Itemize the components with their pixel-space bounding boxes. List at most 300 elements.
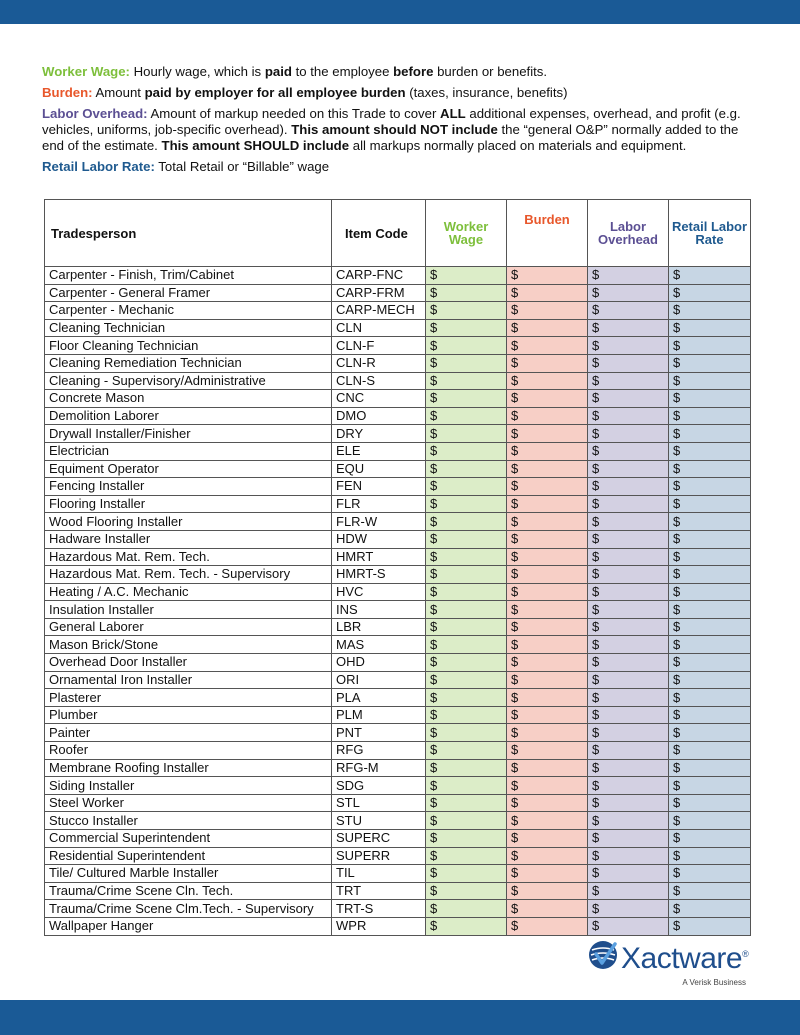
header-retail-line-1: Retail Labor: [671, 219, 748, 234]
table-row: [45, 759, 751, 777]
retail-labor-rate-input-cell[interactable]: $: [669, 513, 751, 531]
tradesperson-cell: Heating / A.C. Mechanic: [45, 583, 332, 601]
item-code-cell: TRT-S: [332, 900, 426, 918]
table-row: [45, 425, 751, 443]
item-code-cell: DRY: [332, 425, 426, 443]
header-item-code: Item Code: [332, 200, 426, 267]
burden-label: Burden:: [42, 85, 93, 100]
burden-input-cell[interactable]: $: [507, 654, 588, 672]
item-code-cell: EQU: [332, 460, 426, 478]
tradesperson-cell: Trauma/Crime Scene Clm.Tech. - Supervisory: [45, 900, 332, 918]
burden-input-cell[interactable]: $: [507, 706, 588, 724]
labor-overhead-input-cell[interactable]: $: [588, 319, 669, 337]
tradesperson-cell: Commercial Superintendent: [45, 830, 332, 848]
worker-wage-input-cell[interactable]: $: [426, 372, 507, 390]
item-code-cell: MAS: [332, 636, 426, 654]
table-row: [45, 618, 751, 636]
retail-labor-rate-input-cell[interactable]: $: [669, 847, 751, 865]
header-retail-line-2: Rate: [695, 232, 724, 247]
retail-labor-rate-input-cell[interactable]: $: [669, 548, 751, 566]
table-row: [45, 724, 751, 742]
header-labor-overhead-line-1: Labor: [609, 219, 647, 234]
labor-overhead-bold-2: This amount should NOT include: [291, 122, 498, 137]
labor-overhead-text-1: Amount of markup needed on this Trade to cover: [150, 106, 437, 121]
table-row: [45, 583, 751, 601]
header-burden: Burden: [507, 200, 588, 267]
item-code-cell: HVC: [332, 583, 426, 601]
header-worker-wage-line-1: Worker: [443, 219, 489, 234]
table-row: [45, 812, 751, 830]
tradesperson-cell: Wallpaper Hanger: [45, 917, 332, 935]
table-row: [45, 865, 751, 883]
item-code-cell: ELE: [332, 442, 426, 460]
labor-overhead-input-cell[interactable]: $: [588, 794, 669, 812]
item-code-cell: TRT: [332, 882, 426, 900]
item-code-cell: DMO: [332, 407, 426, 425]
retail-labor-rate-input-cell[interactable]: $: [669, 777, 751, 795]
item-code-cell: CARP-FRM: [332, 284, 426, 302]
tradesperson-cell: Plasterer: [45, 689, 332, 707]
worker-wage-input-cell[interactable]: $: [426, 671, 507, 689]
tradesperson-cell: Plumber: [45, 706, 332, 724]
table-row: [45, 566, 751, 584]
burden-input-cell[interactable]: $: [507, 372, 588, 390]
tradesperson-cell: Mason Brick/Stone: [45, 636, 332, 654]
retail-labor-rate-input-cell[interactable]: $: [669, 319, 751, 337]
labor-overhead-input-cell[interactable]: $: [588, 882, 669, 900]
worker-wage-input-cell[interactable]: $: [426, 530, 507, 548]
tradesperson-cell: Electrician: [45, 442, 332, 460]
retail-labor-rate-input-cell[interactable]: $: [669, 390, 751, 408]
burden-input-cell[interactable]: $: [507, 390, 588, 408]
tradesperson-cell: Fencing Installer: [45, 478, 332, 496]
item-code-cell: TIL: [332, 865, 426, 883]
worker-wage-input-cell[interactable]: $: [426, 284, 507, 302]
table-body: [45, 267, 751, 936]
item-code-cell: CLN-R: [332, 354, 426, 372]
labor-overhead-input-cell[interactable]: $: [588, 390, 669, 408]
tradesperson-cell: Flooring Installer: [45, 495, 332, 513]
burden-input-cell[interactable]: $: [507, 267, 588, 285]
table-header-row: [45, 200, 751, 267]
item-code-cell: WPR: [332, 917, 426, 935]
worker-wage-text-2: to the employee: [295, 64, 390, 79]
definition-retail-labor-rate: [42, 159, 762, 175]
labor-overhead-input-cell[interactable]: $: [588, 566, 669, 584]
labor-overhead-input-cell[interactable]: $: [588, 513, 669, 531]
item-code-cell: SUPERC: [332, 830, 426, 848]
retail-labor-rate-input-cell[interactable]: $: [669, 566, 751, 584]
burden-input-cell[interactable]: $: [507, 354, 588, 372]
labor-overhead-input-cell[interactable]: $: [588, 777, 669, 795]
table-row: [45, 337, 751, 355]
worker-wage-input-cell[interactable]: $: [426, 689, 507, 707]
worker-wage-input-cell[interactable]: $: [426, 566, 507, 584]
retail-labor-rate-input-cell[interactable]: $: [669, 830, 751, 848]
item-code-cell: FLR: [332, 495, 426, 513]
retail-labor-rate-input-cell[interactable]: $: [669, 460, 751, 478]
retail-labor-rate-input-cell[interactable]: $: [669, 478, 751, 496]
tradesperson-cell: Floor Cleaning Technician: [45, 337, 332, 355]
retail-labor-rate-input-cell[interactable]: $: [669, 689, 751, 707]
item-code-cell: CNC: [332, 390, 426, 408]
burden-input-cell[interactable]: $: [507, 302, 588, 320]
tradesperson-cell: Cleaning Remediation Technician: [45, 354, 332, 372]
retail-labor-rate-input-cell[interactable]: $: [669, 759, 751, 777]
burden-input-cell[interactable]: $: [507, 847, 588, 865]
worker-wage-input-cell[interactable]: $: [426, 618, 507, 636]
item-code-cell: PNT: [332, 724, 426, 742]
definitions: [42, 64, 762, 180]
table-row: [45, 372, 751, 390]
retail-labor-rate-input-cell[interactable]: $: [669, 354, 751, 372]
table-row: [45, 917, 751, 935]
item-code-cell: PLM: [332, 706, 426, 724]
item-code-cell: ORI: [332, 671, 426, 689]
burden-input-cell[interactable]: $: [507, 460, 588, 478]
item-code-cell: HMRT-S: [332, 566, 426, 584]
burden-input-cell[interactable]: $: [507, 882, 588, 900]
labor-overhead-input-cell[interactable]: $: [588, 636, 669, 654]
labor-overhead-input-cell[interactable]: $: [588, 495, 669, 513]
burden-input-cell[interactable]: $: [507, 759, 588, 777]
worker-wage-input-cell[interactable]: $: [426, 302, 507, 320]
table-row: [45, 777, 751, 795]
burden-input-cell[interactable]: $: [507, 777, 588, 795]
labor-overhead-input-cell[interactable]: $: [588, 830, 669, 848]
labor-overhead-input-cell[interactable]: $: [588, 460, 669, 478]
worker-wage-input-cell[interactable]: $: [426, 830, 507, 848]
burden-input-cell[interactable]: $: [507, 812, 588, 830]
burden-input-cell[interactable]: $: [507, 442, 588, 460]
worker-wage-input-cell[interactable]: $: [426, 583, 507, 601]
table-row: [45, 354, 751, 372]
retail-labor-rate-input-cell[interactable]: $: [669, 425, 751, 443]
retail-labor-rate-input-cell[interactable]: $: [669, 284, 751, 302]
labor-overhead-text-4: all markups normally placed on materials and equipment.: [352, 138, 687, 153]
item-code-cell: OHD: [332, 654, 426, 672]
worker-wage-input-cell[interactable]: $: [426, 865, 507, 883]
tradesperson-cell: Carpenter - Mechanic: [45, 302, 332, 320]
table-row: [45, 267, 751, 285]
burden-text-1: Amount: [95, 85, 141, 100]
table-row: [45, 513, 751, 531]
tradesperson-cell: Overhead Door Installer: [45, 654, 332, 672]
worker-wage-input-cell[interactable]: $: [426, 706, 507, 724]
worker-wage-label: Worker Wage:: [42, 64, 130, 79]
labor-overhead-input-cell[interactable]: $: [588, 530, 669, 548]
burden-bold-1: paid by employer for all employee burden: [144, 85, 406, 100]
table-row: [45, 407, 751, 425]
verisk-tagline: A Verisk Business: [682, 978, 746, 987]
burden-input-cell[interactable]: $: [507, 865, 588, 883]
worker-wage-input-cell[interactable]: $: [426, 882, 507, 900]
tradesperson-cell: Carpenter - General Framer: [45, 284, 332, 302]
tradesperson-cell: Trauma/Crime Scene Cln. Tech.: [45, 882, 332, 900]
retail-labor-rate-input-cell[interactable]: $: [669, 495, 751, 513]
worker-wage-bold-1: paid: [264, 64, 292, 79]
tradesperson-cell: General Laborer: [45, 618, 332, 636]
tradesperson-cell: Ornamental Iron Installer: [45, 671, 332, 689]
wordmark-text: Xactware: [621, 942, 743, 975]
labor-overhead-input-cell[interactable]: $: [588, 812, 669, 830]
header-tradesperson: Tradesperson: [45, 200, 332, 267]
burden-input-cell[interactable]: $: [507, 513, 588, 531]
retail-labor-rate-input-cell[interactable]: $: [669, 900, 751, 918]
tradesperson-cell: Roofer: [45, 742, 332, 760]
labor-overhead-input-cell[interactable]: $: [588, 354, 669, 372]
worker-wage-input-cell[interactable]: $: [426, 442, 507, 460]
tradesperson-cell: Membrane Roofing Installer: [45, 759, 332, 777]
burden-input-cell[interactable]: $: [507, 337, 588, 355]
worker-wage-input-cell[interactable]: $: [426, 812, 507, 830]
retail-labor-rate-input-cell[interactable]: $: [669, 618, 751, 636]
worker-wage-input-cell[interactable]: $: [426, 636, 507, 654]
retail-labor-rate-input-cell[interactable]: $: [669, 302, 751, 320]
item-code-cell: CLN-S: [332, 372, 426, 390]
labor-overhead-input-cell[interactable]: $: [588, 425, 669, 443]
burden-input-cell[interactable]: $: [507, 671, 588, 689]
retail-labor-rate-input-cell[interactable]: $: [669, 267, 751, 285]
retail-labor-rate-input-cell[interactable]: $: [669, 654, 751, 672]
table-row: [45, 548, 751, 566]
labor-overhead-input-cell[interactable]: $: [588, 284, 669, 302]
retail-labor-rate-input-cell[interactable]: $: [669, 337, 751, 355]
retail-labor-rate-input-cell[interactable]: $: [669, 530, 751, 548]
worker-wage-input-cell[interactable]: $: [426, 742, 507, 760]
worker-wage-input-cell[interactable]: $: [426, 460, 507, 478]
table-row: [45, 654, 751, 672]
worker-wage-text-1: Hourly wage, which is: [133, 64, 262, 79]
labor-overhead-input-cell[interactable]: $: [588, 654, 669, 672]
worker-wage-input-cell[interactable]: $: [426, 513, 507, 531]
tradesperson-cell: Painter: [45, 724, 332, 742]
worker-wage-input-cell[interactable]: $: [426, 548, 507, 566]
header-band: [0, 0, 800, 24]
burden-input-cell[interactable]: $: [507, 583, 588, 601]
item-code-cell: CLN-F: [332, 337, 426, 355]
worker-wage-input-cell[interactable]: $: [426, 407, 507, 425]
header-worker-wage-line-2: Wage: [448, 232, 484, 247]
item-code-cell: INS: [332, 601, 426, 619]
retail-labor-rate-input-cell[interactable]: $: [669, 724, 751, 742]
table-row: [45, 794, 751, 812]
item-code-cell: FLR-W: [332, 513, 426, 531]
item-code-cell: CARP-FNC: [332, 267, 426, 285]
worker-wage-input-cell[interactable]: $: [426, 847, 507, 865]
table-row: [45, 390, 751, 408]
burden-input-cell[interactable]: $: [507, 478, 588, 496]
tradesperson-cell: Wood Flooring Installer: [45, 513, 332, 531]
labor-overhead-input-cell[interactable]: $: [588, 900, 669, 918]
definition-worker-wage: [42, 64, 762, 80]
tradesperson-cell: Hazardous Mat. Rem. Tech. - Supervisory: [45, 566, 332, 584]
item-code-cell: STL: [332, 794, 426, 812]
retail-labor-rate-input-cell[interactable]: $: [669, 706, 751, 724]
header-worker-wage: [426, 200, 507, 267]
labor-overhead-input-cell[interactable]: $: [588, 706, 669, 724]
header-labor-overhead-line-2: Overhead: [598, 232, 658, 247]
worker-wage-input-cell[interactable]: $: [426, 759, 507, 777]
burden-input-cell[interactable]: $: [507, 689, 588, 707]
table-row: [45, 460, 751, 478]
xactware-checkmark-logo-icon: [588, 940, 618, 970]
table-row: [45, 601, 751, 619]
burden-input-cell[interactable]: $: [507, 566, 588, 584]
table-row: [45, 495, 751, 513]
burden-input-cell[interactable]: $: [507, 618, 588, 636]
worker-wage-input-cell[interactable]: $: [426, 267, 507, 285]
labor-overhead-bold-1: ALL: [440, 106, 466, 121]
item-code-cell: SDG: [332, 777, 426, 795]
burden-input-cell[interactable]: $: [507, 548, 588, 566]
item-code-cell: STU: [332, 812, 426, 830]
burden-input-cell[interactable]: $: [507, 530, 588, 548]
burden-input-cell[interactable]: $: [507, 601, 588, 619]
table-row: [45, 742, 751, 760]
header-retail-labor-rate: [669, 200, 751, 267]
worker-wage-input-cell[interactable]: $: [426, 794, 507, 812]
retail-labor-rate-input-cell[interactable]: $: [669, 812, 751, 830]
table-row: [45, 636, 751, 654]
item-code-cell: RFG: [332, 742, 426, 760]
registered-mark: ®: [742, 949, 749, 959]
labor-overhead-input-cell[interactable]: $: [588, 478, 669, 496]
item-code-cell: LBR: [332, 618, 426, 636]
tradesperson-cell: Cleaning - Supervisory/Administrative: [45, 372, 332, 390]
table-row: [45, 847, 751, 865]
table-row: [45, 882, 751, 900]
labor-overhead-input-cell[interactable]: $: [588, 759, 669, 777]
retail-labor-rate-label: Retail Labor Rate:: [42, 159, 155, 174]
labor-overhead-input-cell[interactable]: $: [588, 337, 669, 355]
table-row: [45, 478, 751, 496]
worker-wage-input-cell[interactable]: $: [426, 917, 507, 935]
table-row: [45, 284, 751, 302]
retail-labor-rate-input-cell[interactable]: $: [669, 583, 751, 601]
labor-overhead-input-cell[interactable]: $: [588, 689, 669, 707]
burden-input-cell[interactable]: $: [507, 794, 588, 812]
tradesperson-cell: Concrete Mason: [45, 390, 332, 408]
burden-input-cell[interactable]: $: [507, 724, 588, 742]
worker-wage-input-cell[interactable]: $: [426, 425, 507, 443]
retail-labor-rate-input-cell[interactable]: $: [669, 636, 751, 654]
table-row: [45, 671, 751, 689]
retail-labor-rate-input-cell[interactable]: $: [669, 372, 751, 390]
tradesperson-cell: Stucco Installer: [45, 812, 332, 830]
labor-overhead-input-cell[interactable]: $: [588, 583, 669, 601]
labor-overhead-input-cell[interactable]: $: [588, 601, 669, 619]
table-row: [45, 830, 751, 848]
worker-wage-bold-2: before: [393, 64, 434, 79]
labor-overhead-input-cell[interactable]: $: [588, 267, 669, 285]
burden-input-cell[interactable]: $: [507, 900, 588, 918]
labor-overhead-input-cell[interactable]: $: [588, 917, 669, 935]
worker-wage-input-cell[interactable]: $: [426, 601, 507, 619]
retail-labor-rate-input-cell[interactable]: $: [669, 671, 751, 689]
labor-overhead-input-cell[interactable]: $: [588, 671, 669, 689]
labor-overhead-input-cell[interactable]: $: [588, 302, 669, 320]
labor-overhead-input-cell[interactable]: $: [588, 742, 669, 760]
item-code-cell: PLA: [332, 689, 426, 707]
retail-labor-rate-input-cell[interactable]: $: [669, 407, 751, 425]
labor-overhead-input-cell[interactable]: $: [588, 407, 669, 425]
burden-input-cell[interactable]: $: [507, 830, 588, 848]
table-row: [45, 900, 751, 918]
retail-labor-rate-input-cell[interactable]: $: [669, 794, 751, 812]
retail-labor-rate-input-cell[interactable]: $: [669, 865, 751, 883]
burden-input-cell[interactable]: $: [507, 917, 588, 935]
tradesperson-cell: Carpenter - Finish, Trim/Cabinet: [45, 267, 332, 285]
retail-labor-rate-input-cell[interactable]: $: [669, 742, 751, 760]
definition-labor-overhead: [42, 106, 762, 154]
burden-text-2: (taxes, insurance, benefits): [409, 85, 568, 100]
table-row: [45, 689, 751, 707]
worker-wage-input-cell[interactable]: $: [426, 337, 507, 355]
retail-labor-rate-input-cell[interactable]: $: [669, 601, 751, 619]
item-code-cell: HDW: [332, 530, 426, 548]
labor-overhead-bold-3: This amount SHOULD include: [161, 138, 350, 153]
worker-wage-input-cell[interactable]: $: [426, 777, 507, 795]
table-row: [45, 706, 751, 724]
worker-wage-input-cell[interactable]: $: [426, 900, 507, 918]
footer-band: [0, 1000, 800, 1035]
tradesperson-cell: Insulation Installer: [45, 601, 332, 619]
tradesperson-cell: Hadware Installer: [45, 530, 332, 548]
table-row: [45, 302, 751, 320]
worker-wage-input-cell[interactable]: $: [426, 478, 507, 496]
worker-wage-input-cell[interactable]: $: [426, 354, 507, 372]
item-code-cell: SUPERR: [332, 847, 426, 865]
labor-overhead-input-cell[interactable]: $: [588, 372, 669, 390]
labor-overhead-input-cell[interactable]: $: [588, 724, 669, 742]
burden-input-cell[interactable]: $: [507, 742, 588, 760]
burden-input-cell[interactable]: $: [507, 495, 588, 513]
burden-input-cell[interactable]: $: [507, 425, 588, 443]
worker-wage-input-cell[interactable]: $: [426, 319, 507, 337]
worker-wage-input-cell[interactable]: $: [426, 495, 507, 513]
labor-overhead-input-cell[interactable]: $: [588, 618, 669, 636]
header-labor-overhead: [588, 200, 669, 267]
labor-overhead-input-cell[interactable]: $: [588, 548, 669, 566]
burden-input-cell[interactable]: $: [507, 407, 588, 425]
labor-overhead-input-cell[interactable]: $: [588, 865, 669, 883]
item-code-cell: FEN: [332, 478, 426, 496]
retail-labor-rate-text-1: Total Retail or “Billable” wage: [158, 159, 330, 174]
worker-wage-input-cell[interactable]: $: [426, 390, 507, 408]
tradesperson-cell: Tile/ Cultured Marble Installer: [45, 865, 332, 883]
tradesperson-cell: Residential Superintendent: [45, 847, 332, 865]
tradesperson-cell: Equiment Operator: [45, 460, 332, 478]
labor-overhead-input-cell[interactable]: $: [588, 442, 669, 460]
xactware-wordmark: [621, 936, 748, 977]
labor-overhead-text-3: the “general O&P” normally added to the end of the estimate.: [42, 122, 739, 153]
labor-overhead-input-cell[interactable]: $: [588, 847, 669, 865]
worker-wage-input-cell[interactable]: $: [426, 724, 507, 742]
item-code-cell: RFG-M: [332, 759, 426, 777]
retail-labor-rate-input-cell[interactable]: $: [669, 442, 751, 460]
worker-wage-text-3: burden or benefits.: [437, 64, 548, 79]
burden-input-cell[interactable]: $: [507, 319, 588, 337]
worker-wage-input-cell[interactable]: $: [426, 654, 507, 672]
burden-input-cell[interactable]: $: [507, 636, 588, 654]
item-code-cell: CARP-MECH: [332, 302, 426, 320]
retail-labor-rate-input-cell[interactable]: $: [669, 882, 751, 900]
burden-input-cell[interactable]: $: [507, 284, 588, 302]
retail-labor-rate-input-cell[interactable]: $: [669, 917, 751, 935]
tradesperson-cell: Cleaning Technician: [45, 319, 332, 337]
table-row: [45, 442, 751, 460]
